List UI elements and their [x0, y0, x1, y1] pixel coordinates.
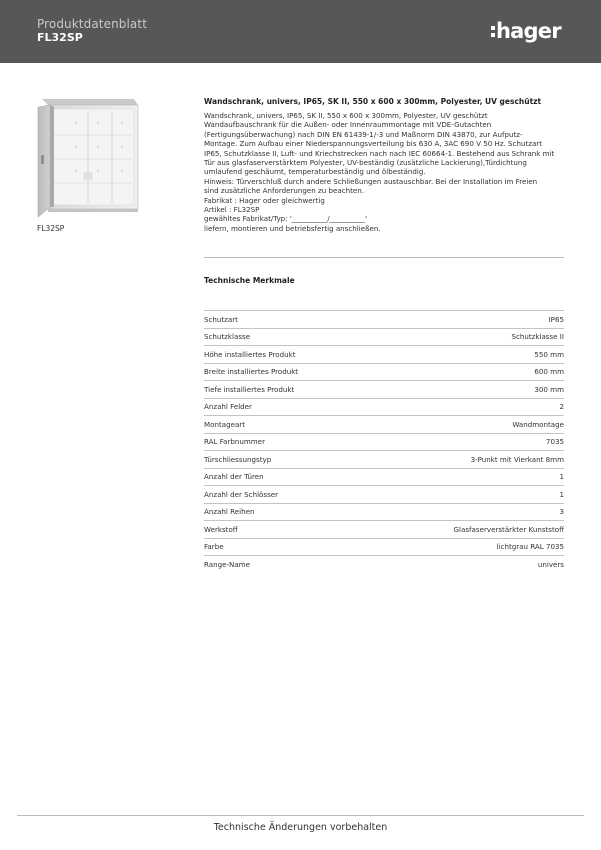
- feature-value: IP65: [548, 314, 564, 324]
- feature-label: Schutzklasse: [204, 332, 251, 342]
- description-line: gewähltes Fabrikat/Typ: '__________/__________': [204, 214, 368, 224]
- description-line: Montage. Zum Aufbau einer Niederspannungsverteilung bis 630 A, 3AC 690 V 50 Hz. Schutzart: [204, 139, 542, 149]
- table-row: [204, 328, 564, 346]
- table-row: [204, 485, 564, 503]
- features-heading: Technische Merkmale: [204, 276, 295, 285]
- feature-value: 1: [559, 489, 564, 499]
- description-line: Wandaufbauschrank für die Außen- oder Innenraummontage mit VDE-Gutachten: [204, 120, 492, 130]
- feature-label: Höhe installiertes Produkt: [204, 349, 296, 359]
- feature-value: univers: [537, 559, 564, 569]
- description-line: Artikel : FL32SP: [204, 205, 260, 215]
- feature-value: 7035: [545, 437, 564, 447]
- product-code: FL32SP: [37, 31, 83, 44]
- table-row: [204, 468, 564, 486]
- feature-value: 3: [559, 507, 564, 517]
- description-line: Hinweis: Türverschluß durch andere Schließungen austauschbar. Bei der Installation im Freien: [204, 176, 538, 186]
- feature-value: 550 mm: [534, 349, 564, 359]
- footer-note: Technische Änderungen vorbehalten: [213, 822, 388, 833]
- feature-label: Montageart: [204, 419, 245, 429]
- image-caption: FL32SP: [37, 224, 65, 233]
- footer-divider: [17, 815, 584, 816]
- feature-value: 300 mm: [534, 384, 564, 394]
- page-header: [0, 0, 601, 63]
- feature-label: Anzahl der Türen: [204, 472, 264, 482]
- feature-label: Breite installiertes Produkt: [204, 367, 299, 377]
- product-description-block: [204, 97, 564, 233]
- table-row: [204, 345, 564, 363]
- feature-label: Anzahl Reihen: [204, 507, 255, 517]
- table-row: [204, 520, 564, 538]
- table-row: [204, 310, 564, 328]
- feature-label: Farbe: [204, 542, 224, 552]
- feature-value: 600 mm: [534, 367, 564, 377]
- description-line: umlaufend geschäumt, temperaturbeständig und ölbeständig.: [204, 167, 426, 177]
- description-line: sind zusätzliche Anforderungen zu beachten.: [204, 186, 364, 196]
- feature-label: Schutzart: [204, 314, 238, 324]
- table-row: [204, 450, 564, 468]
- table-row: [204, 415, 564, 433]
- table-row: [204, 380, 564, 398]
- feature-label: Anzahl der Schlösser: [204, 489, 279, 499]
- table-row: [204, 555, 564, 573]
- table-row: [204, 538, 564, 556]
- wall-cabinet-photo: [36, 95, 140, 220]
- feature-label: Türschliessungstyp: [204, 454, 272, 464]
- document-type: Produktdatenblatt: [37, 17, 147, 31]
- feature-label: Range-Name: [204, 559, 250, 569]
- description-line: Fabrikat : Hager oder gleichwertig: [204, 195, 325, 205]
- feature-label: Werkstoff: [204, 524, 238, 534]
- feature-value: Schutzklasse II: [511, 332, 564, 342]
- table-row: [204, 503, 564, 521]
- feature-value: lichtgrau RAL 7035: [496, 542, 564, 552]
- description-line: IP65, Schutzklasse II, Luft- und Kriechstrecken nach nach IEC 60664-1. Bestehend aus Schrank mit: [204, 148, 555, 158]
- description-line: (Fertigungsüberwachung) nach DIN EN 61439-1/-3 und Maßnorm DIN 43870, zur Aufputz-: [204, 129, 523, 139]
- feature-value: Glasfaserverstärkter Kunststoff: [453, 524, 564, 534]
- feature-value: Wandmontage: [512, 419, 564, 429]
- feature-label: Anzahl Felder: [204, 402, 252, 412]
- feature-label: RAL Farbnummer: [204, 437, 265, 447]
- feature-value: 3-Punkt mit Vierkant 8mm: [470, 454, 564, 464]
- table-row: [204, 398, 564, 416]
- section-divider: [204, 257, 564, 258]
- feature-label: Tiefe installiertes Produkt: [204, 384, 295, 394]
- product-title: Wandschrank, univers, IP65, SK II, 550 x 600 x 300mm, Polyester, UV geschützt: [204, 97, 542, 106]
- description-line: Wandschrank, univers, IP65, SK II, 550 x 600 x 300mm, Polyester, UV geschützt: [204, 111, 488, 120]
- hager-logo: [491, 18, 561, 44]
- feature-value: 2: [559, 402, 564, 412]
- description-line: liefern, montieren und betriebsfertig anschließen.: [204, 223, 381, 233]
- table-row: [204, 433, 564, 451]
- logo-mark-icon: [491, 26, 495, 37]
- description-line: Tür aus glasfaserverstärktem Polyester, UV-beständig (zusätzliche Lackierung),Türdichtung: [204, 158, 527, 168]
- feature-value: 1: [559, 472, 564, 482]
- features-table: [204, 310, 564, 573]
- table-row: [204, 363, 564, 381]
- logo-text: hager: [496, 19, 561, 43]
